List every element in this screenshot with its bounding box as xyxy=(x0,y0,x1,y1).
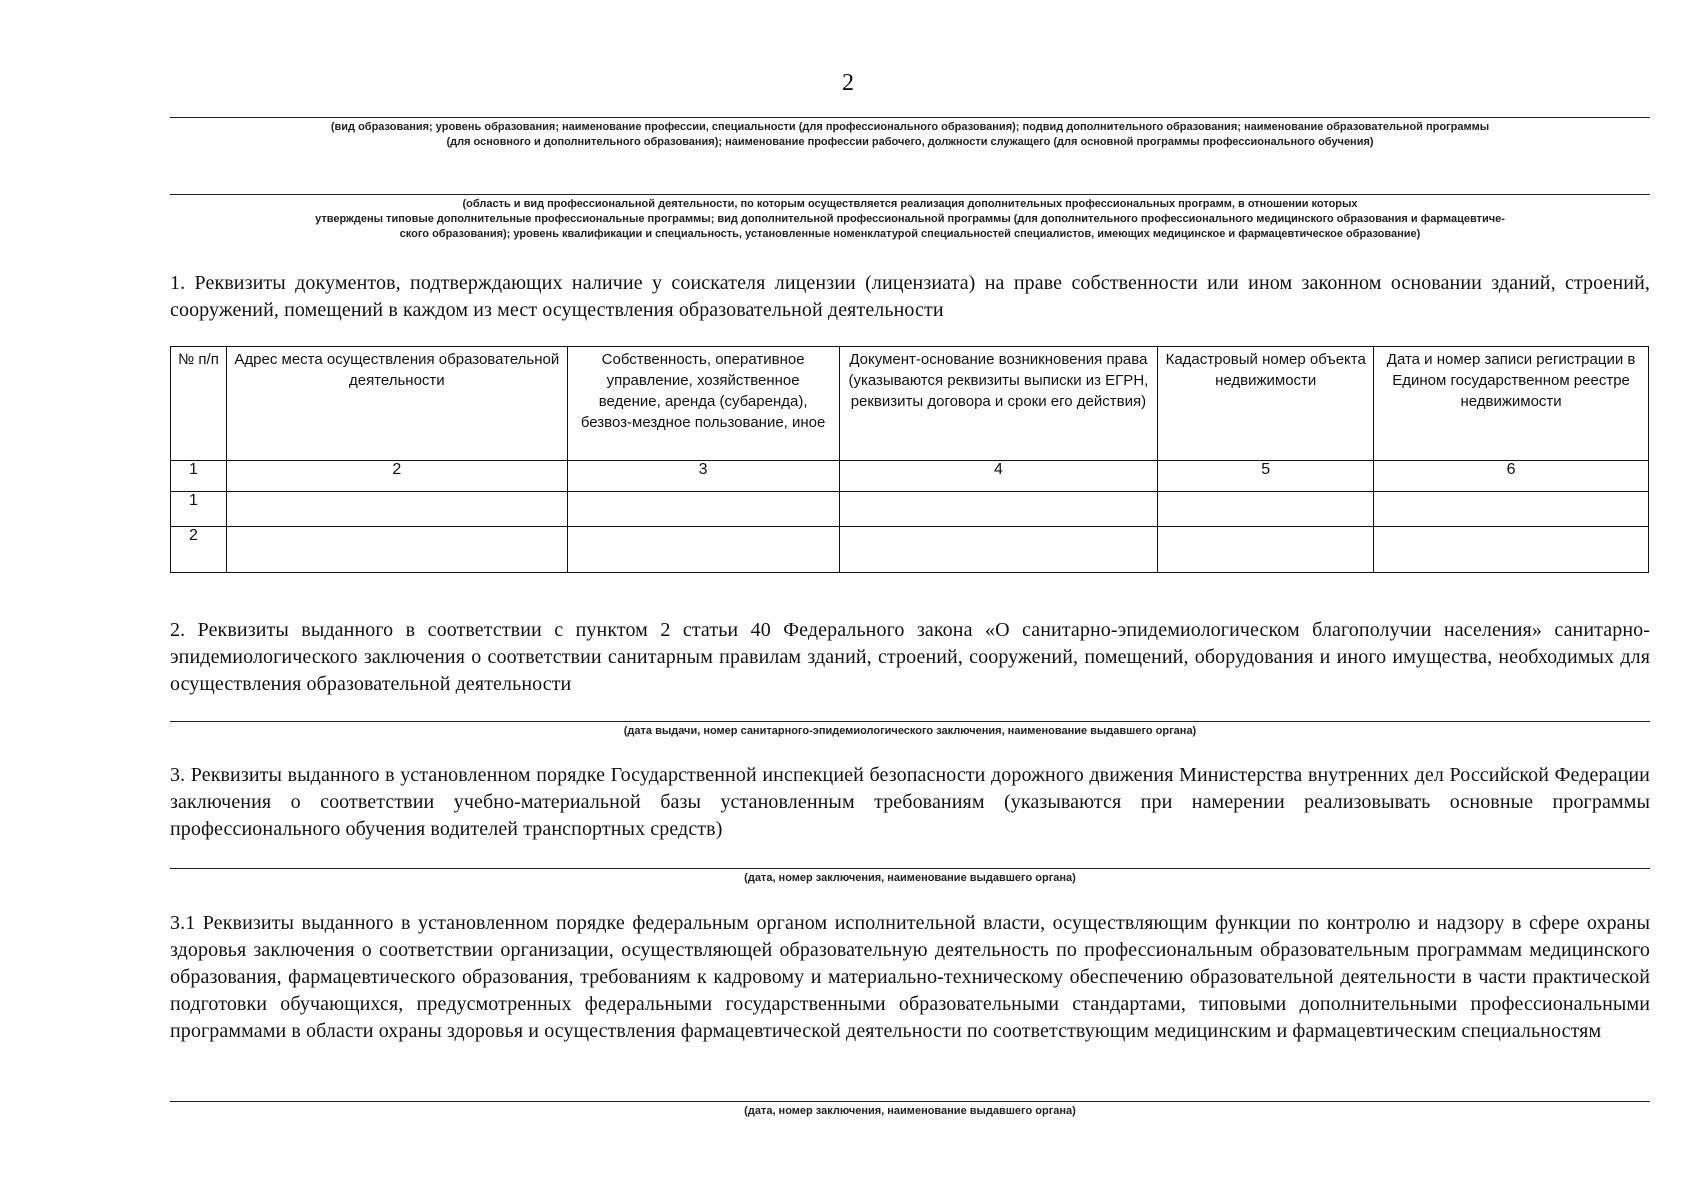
table-header-row xyxy=(171,347,1649,461)
section-1-text: 1. Реквизиты документов, подтверждающих наличие у соискателя лицензии (лицензиата) на праве собственности или ином законном основании зданий, строений, сооружений, помещений в каждом из мест осуществления образовательной деятельности xyxy=(170,272,1650,321)
address-cell[interactable] xyxy=(226,527,567,573)
address-cell[interactable] xyxy=(226,492,567,527)
col-header-number: № п/п xyxy=(171,347,227,461)
col-header-ownership: Собственность, оперативное управление, хозяйственное ведение, аренда (субаренда), безвоз-мездное пользование, иное xyxy=(567,347,839,461)
education-type-field xyxy=(170,117,1650,150)
col-header-address: Адрес места осуществления образовательной деятельности xyxy=(226,347,567,461)
caption-line: (для основного и дополнительного образования); наименование профессии рабочего, должности служащего (для основной программы профессионального обучения) xyxy=(446,136,1374,148)
table-row xyxy=(171,527,1649,573)
section-2-field xyxy=(170,721,1650,739)
col-header-registry-record: Дата и номер записи регистрации в Едином государственном реестре недвижимости xyxy=(1374,347,1649,461)
column-number: 3 xyxy=(567,461,839,492)
section-3-1-caption: (дата, номер заключения, наименование выдавшего органа) xyxy=(744,1105,1076,1117)
caption-line: ского образования); уровень квалификации и специальность, установленные номенклатурой специальностей специалистов, имеющих медицинское и фармацевтическое образование) xyxy=(399,228,1421,240)
activity-area-caption xyxy=(170,197,1650,242)
section-3-text: 3. Реквизиты выданного в установленном порядке Государственной инспекцией безопасности дорожного движения Министерства внутренних дел Российской Федерации заключения о соответствии учебно-материальной базы установленным требованиям (указываются при намерении реализовывать основные программы профессионального обучения водителей транспортных средств) xyxy=(170,764,1650,840)
section-2-caption: (дата выдачи, номер санитарного-эпидемиологического заключения, наименование выдавшего органа) xyxy=(623,725,1197,737)
caption-line: утверждены типовые дополнительные профессиональные программы; вид дополнительной профессиональной программы (для дополнительного профессионального медицинского образования и фармацевтиче- xyxy=(315,213,1505,225)
ownership-cell[interactable] xyxy=(567,527,839,573)
cadastral-number-cell[interactable] xyxy=(1158,492,1374,527)
activity-area-field xyxy=(170,194,1650,242)
basis-document-cell[interactable] xyxy=(839,527,1158,573)
section-3-1-underline xyxy=(170,1101,1650,1102)
section-3-underline xyxy=(170,868,1650,869)
ownership-cell[interactable] xyxy=(567,492,839,527)
premises-table xyxy=(170,346,1649,573)
col-header-basis-document: Документ-основание возникновения права (указываются реквизиты выписки из ЕГРН, реквизиты договора и сроки его действия) xyxy=(839,347,1158,461)
column-number: 6 xyxy=(1374,461,1649,492)
row-number: 2 xyxy=(171,527,227,573)
caption-line: (вид образования; уровень образования; наименование профессии, специальности (для профессионального образования); подвид дополнительного образования; наименование образовательной программы xyxy=(330,121,1490,133)
column-number: 5 xyxy=(1158,461,1374,492)
registry-record-cell[interactable] xyxy=(1374,527,1649,573)
column-number: 4 xyxy=(839,461,1158,492)
table-row xyxy=(171,492,1649,527)
section-2-text: 2. Реквизиты выданного в соответствии с пунктом 2 статьи 40 Федерального закона «О санитарно-эпидемиологическом благополучии населения» санитарно-эпидемиологического заключения о соответствии санитарным правилам зданий, строений, сооружений, помещений, оборудования и иного имущества, необходимых для осуществления образовательной деятельности xyxy=(170,619,1650,695)
section-3-1-text: 3.1 Реквизиты выданного в установленном порядке федеральным органом исполнительной власти, осуществляющим функции по контролю и надзору в сфере охраны здоровья заключения о соответствии организации, осуществляющей образовательную деятельность по профессиональным образовательным программам медицинского образования, фармацевтического образования, требованиям к кадровому и материально-техническому обеспечению образовательной деятельности в части практической подготовки обучающихся, предусмотренных федеральными государственными образовательными стандартами, типовыми дополнительными профессиональными программами в области охраны здоровья и осуществления фармацевтической деятельности по соответствующим медицинским и фармацевтическим специальностям xyxy=(170,912,1650,1042)
section-3-1-field xyxy=(170,1101,1650,1119)
col-header-cadastral-number: Кадастровый номер объекта недвижимости xyxy=(1158,347,1374,461)
section-3-caption: (дата, номер заключения, наименование выдавшего органа) xyxy=(744,872,1076,884)
registry-record-cell[interactable] xyxy=(1374,492,1649,527)
section-2-underline xyxy=(170,721,1650,722)
cadastral-number-cell[interactable] xyxy=(1158,527,1374,573)
caption-line: (область и вид профессиональной деятельности, по которым осуществляется реализация дополнительных профессиональных программ, в отношении которых xyxy=(462,198,1358,210)
column-number-row xyxy=(171,461,1649,492)
column-number: 1 xyxy=(171,461,227,492)
row-number: 1 xyxy=(171,492,227,527)
page-number: 2 xyxy=(842,70,854,96)
education-type-caption xyxy=(170,120,1650,150)
section-3-field xyxy=(170,868,1650,886)
column-number: 2 xyxy=(226,461,567,492)
basis-document-cell[interactable] xyxy=(839,492,1158,527)
activity-area-underline xyxy=(170,194,1650,195)
education-type-underline xyxy=(170,117,1650,118)
